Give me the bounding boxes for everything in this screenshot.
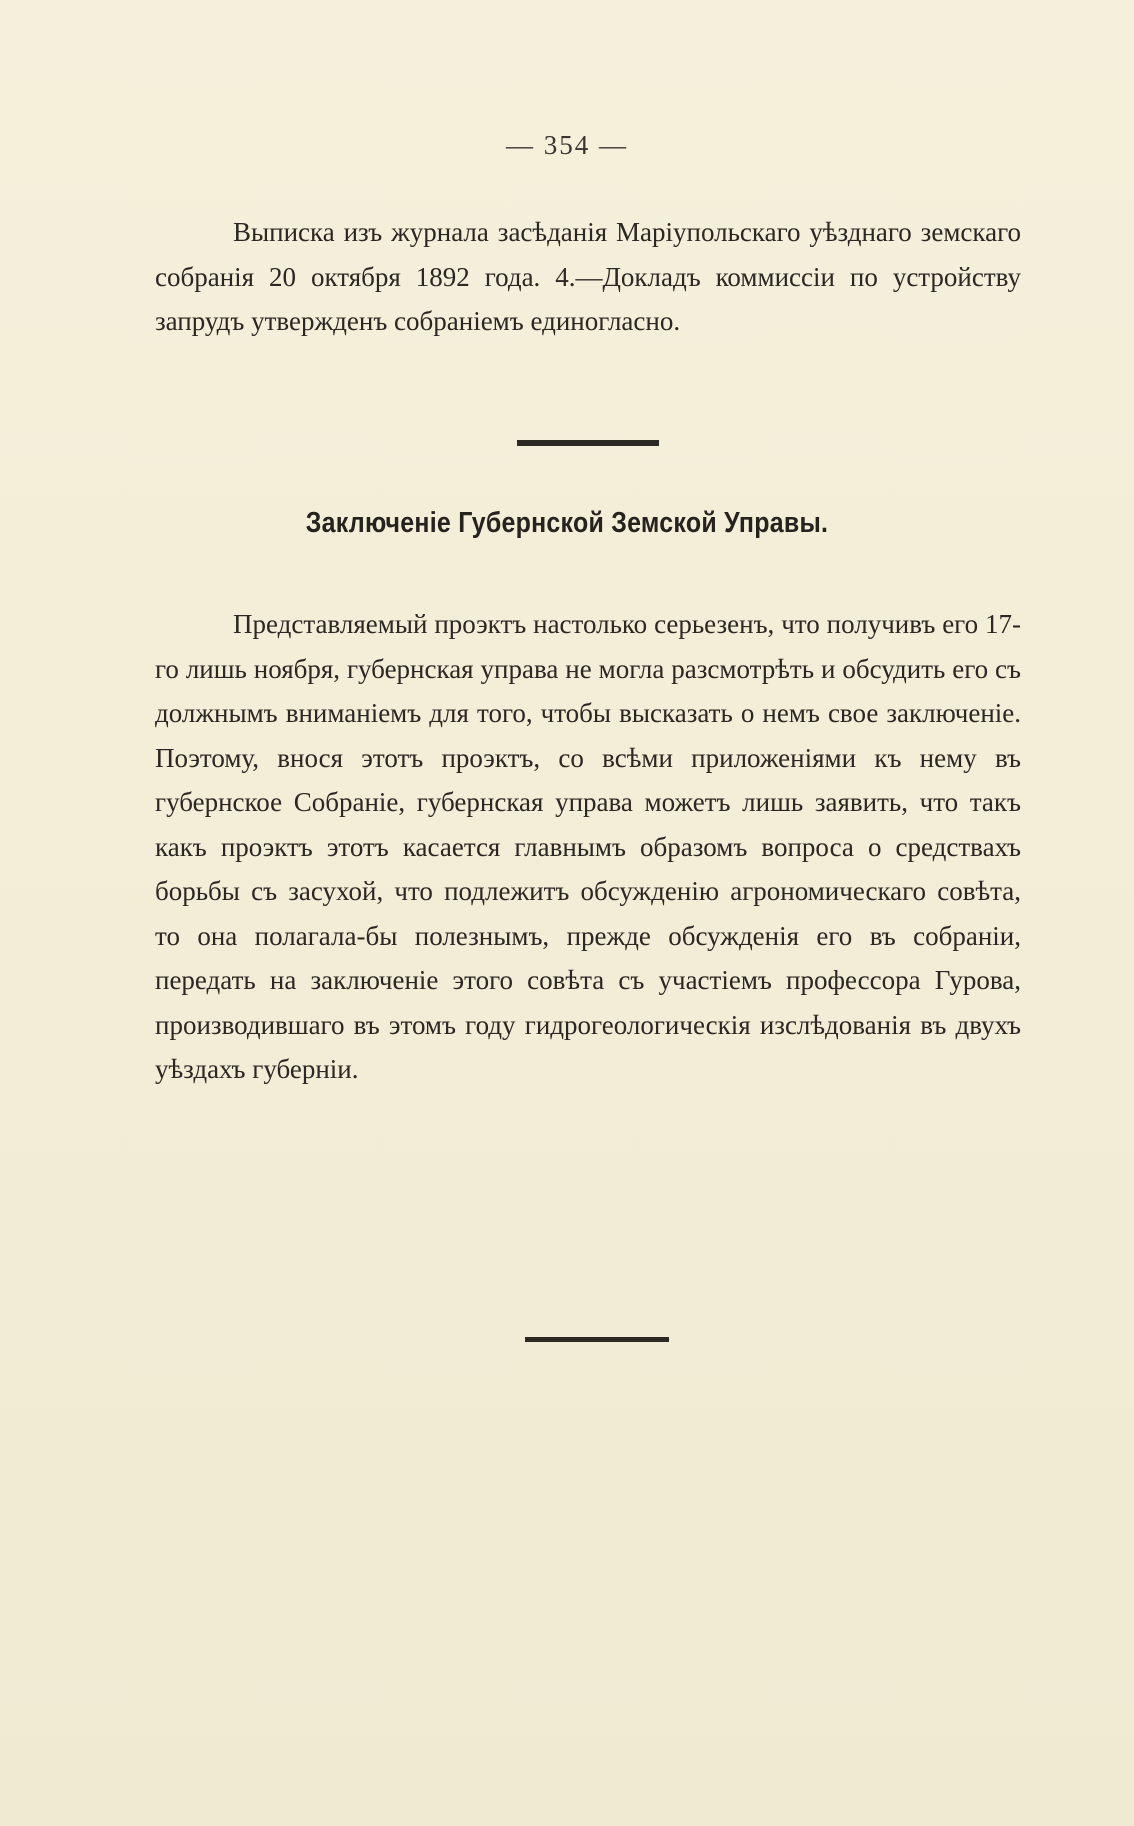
page-number: — 354 — [506, 130, 628, 160]
section-heading: Заключеніе Губернской Земской Управы. [305, 507, 829, 539]
journal-excerpt [155, 210, 1021, 344]
conclusion-body [155, 602, 1021, 1092]
end-divider [525, 1337, 669, 1342]
section-divider [517, 440, 659, 446]
conclusion-paragraph: Представляемый проэктъ настолько серьезенъ, что получивъ его 17-го лишь ноября, губернская управа не могла разсмотрѣть и обсудить его съ должнымъ вниманіемъ для того, чтобы высказать о немъ свое заключеніе. Поэтому, внося этотъ проэктъ, со всѣми приложеніями къ нему въ губернское Собраніе, губернская управа можетъ лишь заявить, что такъ какъ проэктъ этотъ касается главнымъ образомъ вопроса о средствахъ борьбы съ засухой, что подлежитъ обсужденію агрономическаго совѣта, то она полагала-бы полезнымъ, прежде обсужденія его въ собраніи, передать на заключеніе этого совѣта съ участіемъ профессора Гурова, производившаго въ этомъ году гидрогеологическія изслѣдованія въ двухъ уѣздахъ губерніи. [155, 609, 1021, 1084]
excerpt-paragraph: Выписка изъ журнала засѣданія Маріупольскаго уѣзднаго земскаго собранія 20 октября 1892 года. 4.—Докладъ коммиссіи по устройству запрудъ утвержденъ собраніемъ единогласно. [155, 217, 1021, 336]
